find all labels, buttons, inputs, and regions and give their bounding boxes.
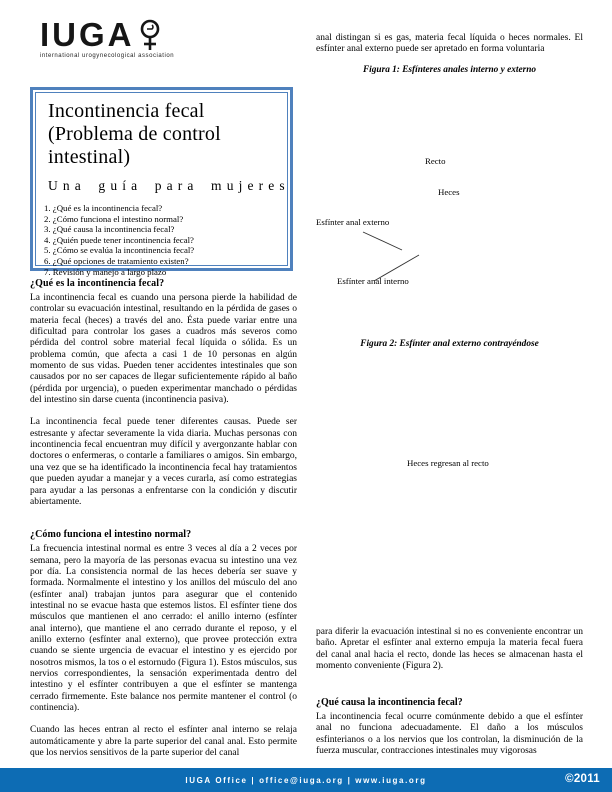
footer-bar (0, 768, 612, 792)
toc-item-1: 1. ¿Qué es la incontinencia fecal? (44, 203, 163, 213)
figure1-caption: Figura 1: Esfínteres anales interno y externo (362, 65, 537, 75)
page-subtitle: Una guía para mujeres (48, 178, 290, 193)
paragraph: La incontinencia fecal ocurre comúnmente debido a que el esfínter anal no funciona adecuadamente. El daño a los músculos esfinterianos o a los nervios que los controlan, la disminución de la fuerza muscular, contracciones intestinales muy vigorosas (316, 712, 583, 757)
toc-item-2: 2. ¿Cómo funciona el intestino normal? (44, 213, 184, 224)
toc-item-4: 4. ¿Quién puede tener incontinencia fecal? (44, 234, 194, 245)
figure1-pointer-lines (316, 150, 583, 300)
footer-contact-text: IUGA Office | office@iuga.org | www.iuga.org (185, 775, 427, 785)
title-box-inner (35, 92, 290, 277)
iuga-logo (40, 18, 174, 59)
copyright-text: ©2011 (565, 773, 600, 785)
heading-como-funciona: ¿Cómo funciona el intestino normal? (30, 529, 192, 541)
paragraph: La frecuencia intestinal normal es entre 3 veces al día a 2 veces por semana, pero la mayoría de las personas evacua su intestino una vez por día. La consistencia normal de las heces debería ser suave y formada. Normalmente el intestino y los anillos del músculo del ano (esfínter anal) trabajan juntos para asegurar que el contenido intestinal no se evacue hasta que estemos listos. El esfínter tiene dos músculos que mantienen el ano cerrado: el anillo interno (esfínter anal interno), que mantiene el ano cerrado durante el reposo, y el anillo externo (esfínter anal externo), que provee protección extra cuando se siente urgencia de evacuar el intestino y es ejercido por nosotros mismos, la tos o el estornudo (Figura 1). Estos músculos, sus nervios correspondientes, la sensación experimentada dentro del intestino y el esfínter contribuyen a que el esfínter se mantenga cerrado firmemente. Este balance nos permite mantener el control (o continencia). (30, 544, 297, 713)
figure1-label-heces: Heces (438, 187, 460, 197)
figure1-label-recto: Recto (425, 156, 446, 166)
heading-que-causa: ¿Qué causa la incontinencia fecal? (316, 697, 463, 708)
iuga-logo-text: IUGA (40, 16, 135, 53)
toc-item-5: 5. ¿Cómo se evalúa la incontinencia fecal? (44, 245, 195, 256)
figure1-label-esfinter-externo: Esfínter anal externo (316, 217, 390, 227)
left-column (30, 278, 297, 770)
paragraph-continuation: anal distingan si es gas, materia fecal líquida o heces normales. El esfínter anal externo puede ser apretado en forma voluntaria (316, 33, 583, 55)
figure1-label-esfinter-interno: Esfínter anal interno (337, 276, 409, 286)
female-symbol-icon (137, 19, 163, 52)
paragraph: La incontinencia fecal puede tener diferentes causas. Puede ser estresante y afectar severamente la vida diaria. Muchas personas con incontinencia fecal encuentran muy difícil y avergonzante hablar con doctores o enfermeras, o contarle a familiares o amigos. Sin embargo, una vez que se ha identificado la incontinencia fecal hay tratamientos que pueden ayudar a manejar y a veces curarla, así como estrategias para ayudar a las personas a enfrentarse con la condición y discutir abiertamente. (30, 417, 297, 507)
toc-item-7: 7. Revisión y manejo a largo plazo (44, 266, 167, 277)
paragraph: La incontinencia fecal es cuando una persona pierde la habilidad de controlar su evacuación intestinal, resultando en la pérdida de gases o materia fecal (heces) a través del ano. Ésta puede variar entre una dificultad para controlar los gases a cuadros más severos como pérdida del control sobre material fecal líquida o sólida. Es un problema común, que afecta a casi 1 de 10 personas en algún momento de sus vidas. Pueden tener accidentes intestinales que son causados por no ser capaces de llegar suficientemente rápido al baño (pérdida por urgencia), o pueden experimentar manchado o pérdidas del intestino sin darse cuenta (incontinencia pasiva). (30, 293, 297, 406)
toc-item-6: 6. ¿Qué opciones de tratamiento existen? (44, 255, 189, 266)
heading-que-es: ¿Qué es la incontinencia fecal? (30, 278, 165, 289)
logo-tagline: international urogynecological association (40, 53, 175, 59)
toc-item-3: 3. ¿Qué causa la incontinencia fecal? (44, 224, 175, 235)
table-of-contents (44, 203, 281, 277)
figure2-label-heces-regresan: Heces regresan al recto (407, 458, 489, 468)
paragraph: para diferir la evacuación intestinal si no es conveniente encontrar un baño. Apretar el esfínter anal externo empuja la materia fecal fuera del canal anal hacia el recto, donde las heces se almacenan hasta el momento conveniente (Figura 2). (316, 627, 583, 672)
paragraph: Cuando las heces entran al recto el esfínter anal interno se relaja automáticamente y abre la parte superior del canal anal. Esto permite que los nervios sensitivos de la parte superior del canal (30, 725, 297, 759)
figure2-caption: Figura 2: Esfínter anal externo contrayéndose (360, 339, 539, 349)
page-title: Incontinencia fecal (Problema de control intestinal) (48, 100, 221, 168)
title-box (30, 87, 293, 277)
